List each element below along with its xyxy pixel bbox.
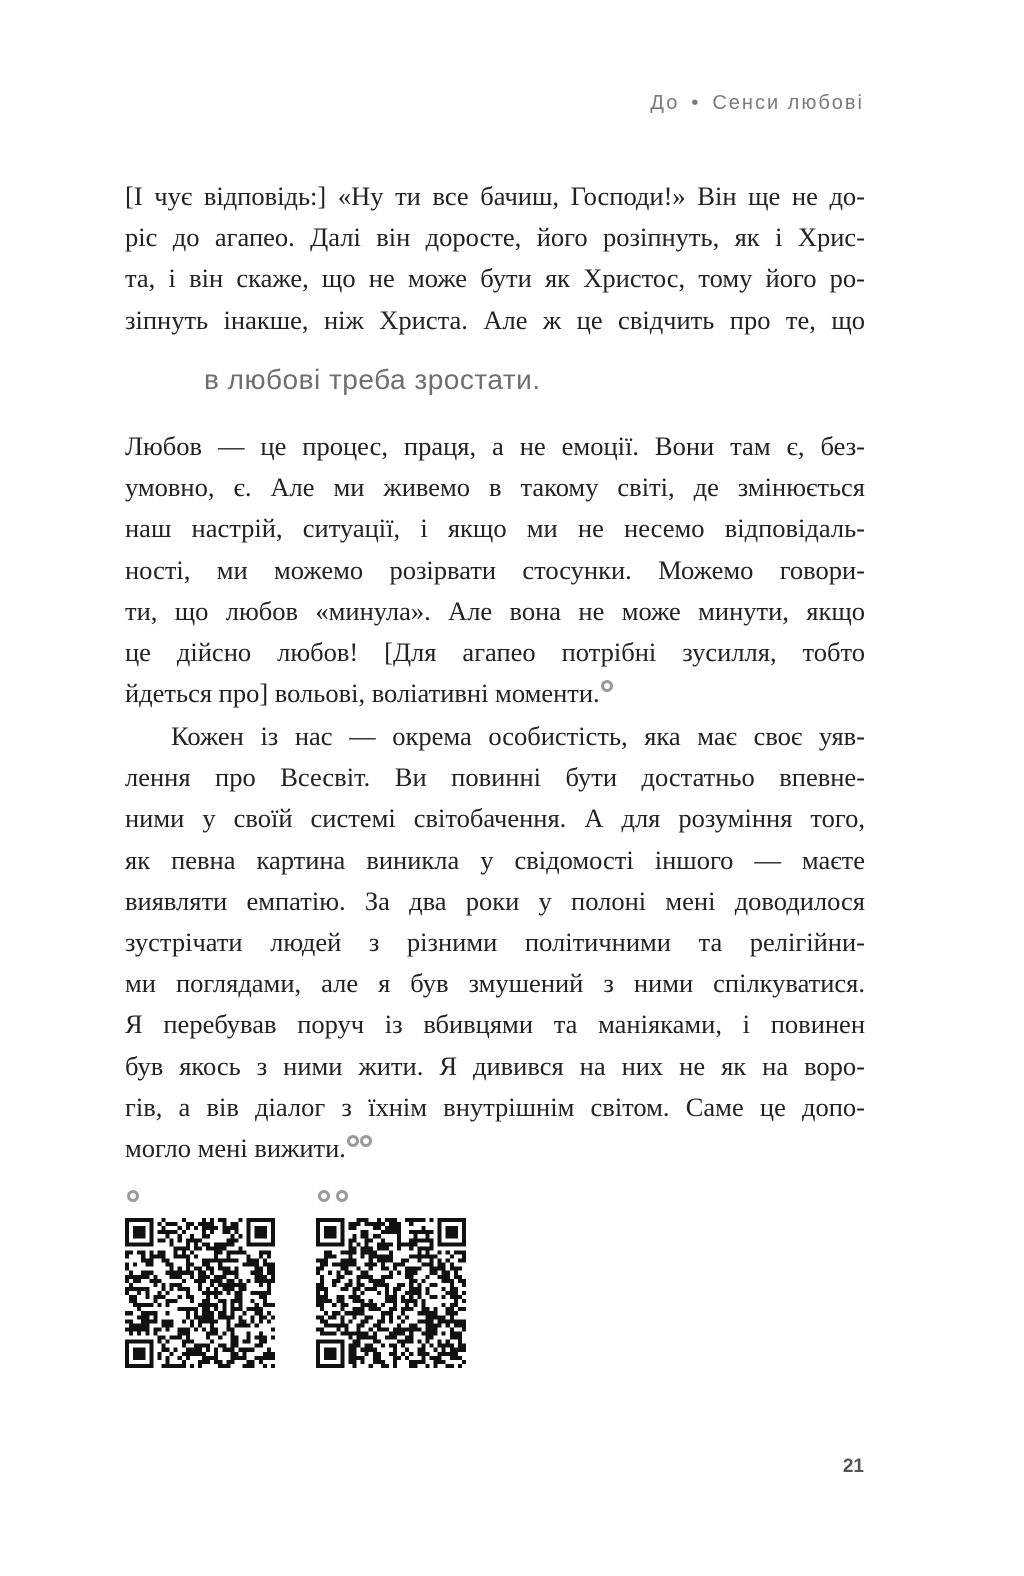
note-marker-double-icon (318, 1190, 330, 1202)
paragraph-3 (125, 716, 865, 1169)
qr-marker (316, 1190, 466, 1212)
pull-quote: в любові треба зростати. (204, 364, 541, 395)
text-line: ними у своїй системі світобачення. А для розуміння того, (125, 803, 865, 834)
text-line: Любов — це процес, праця, а не емоції. Вони там є, без- (125, 431, 865, 461)
note-marker-double-icon[interactable] (347, 1135, 359, 1147)
running-head-section: До (650, 92, 680, 114)
page-number: 21 (842, 1456, 864, 1477)
text-line: Я перебував поруч із вбивцями та маніяками, і повинен (125, 1009, 865, 1040)
note-marker-double-icon[interactable] (360, 1135, 372, 1147)
text-line: Кожен із нас — окрема особистість, яка має своє уяв- (171, 721, 865, 751)
running-head-chapter: Сенси любові (712, 92, 864, 114)
qr-marker (125, 1190, 275, 1212)
note-marker-single-icon (127, 1190, 139, 1202)
text-line: виявляти емпатію. За два роки у полоні мені доводилося (125, 885, 865, 916)
text-line-content: йдеться про] вольові, воліативні моменти. (125, 678, 600, 709)
text-line: ми поглядами, але я був змушений з ними спілкуватися. (125, 968, 865, 999)
paragraph-2 (125, 426, 865, 714)
note-marker-double-icon (336, 1190, 348, 1202)
running-head-separator: • (691, 92, 701, 114)
qr-code-1[interactable] (125, 1190, 275, 1368)
paragraph-1 (125, 176, 865, 341)
text-line: [І чує відповідь:] «Ну ти все бачиш, Господи!» Він ще не до- (125, 181, 865, 211)
qr-code-icon[interactable] (316, 1218, 466, 1368)
text-line: ності, ми можемо розірвати стосунки. Можемо говори- (125, 554, 865, 585)
text-line: ріс до агапео. Далі він доросте, його розіпнуть, як і Хрис- (125, 222, 865, 253)
text-line: та, і він скаже, що не може бути як Христос, тому його ро- (125, 263, 865, 294)
text-line: ти, що любов «минула». Але вона не може минути, якщо (125, 595, 865, 626)
text-line: гів, а вів діалог з їхнім внутрішнім світом. Саме це допо- (125, 1091, 865, 1122)
text-line: умовно, є. Але ми живемо в такому світі, де змінюється (125, 472, 865, 503)
text-line-content: могло мені вижити. (125, 1132, 346, 1163)
text-line: зіпнуть інакше, ніж Христа. Але ж це свідчить про те, що (125, 304, 865, 335)
text-line-last (125, 1128, 865, 1169)
text-line: наш настрій, ситуації, і якщо ми не несемо відповідаль- (125, 513, 865, 544)
note-marker-single-icon[interactable] (601, 680, 613, 692)
text-line: як певна картина виникла у свідомості іншого — маєте (125, 844, 865, 875)
qr-code-2[interactable] (316, 1190, 466, 1368)
text-line: лення про Всесвіт. Ви повинні бути достатньо впевне- (125, 762, 865, 793)
text-line: це дійсно любов! [Для агапео потрібні зусилля, тобто (125, 636, 865, 667)
running-head (650, 92, 864, 115)
qr-code-icon[interactable] (125, 1218, 275, 1368)
text-line: зустрічати людей з різними політичними та релігійни- (125, 926, 865, 957)
text-line-last (125, 673, 865, 714)
text-line: був якось з ними жити. Я дивився на них не як на воро- (125, 1050, 865, 1081)
